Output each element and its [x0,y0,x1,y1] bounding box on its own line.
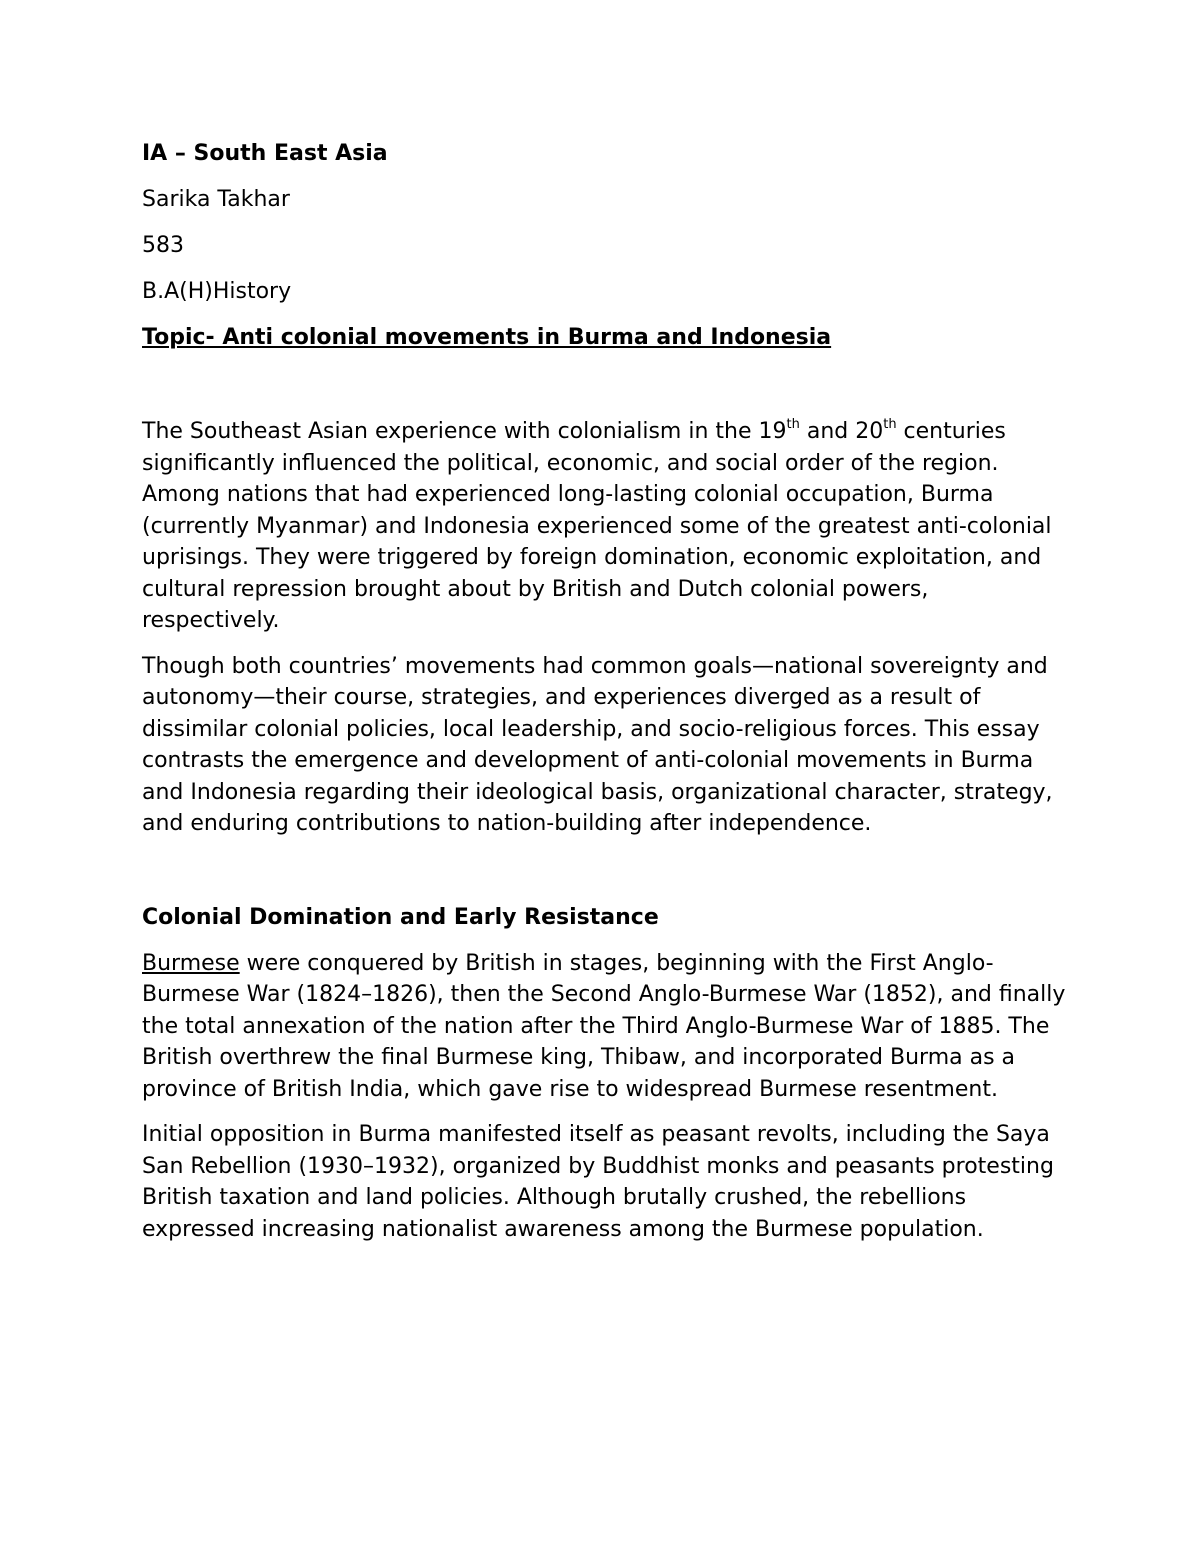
document-page [142,138,1072,1259]
section-paragraph-2: Initial opposition in Burma manifested itself as peasant revolts, including the Saya San Rebellion (1930–1932), organized by Buddhist monks and peasants protesting British taxation and land policies. Although brutally crushed, the rebellions expressed increasing nationalist awareness among the Burmese population. [142,1122,1054,1242]
author-name: Sarika Takhar [142,187,290,212]
section-heading: Colonial Domination and Early Resistance [142,904,659,930]
section-paragraph-1-text: were conquered by British in stages, beginning with the First Anglo-Burmese War (1824–1826), then the Second Anglo-Burmese War (1852), and finally the total annexation of the nation after the Third Anglo-Burmese War of 1885. The British overthrew the final Burmese king, Thibaw, and incorporated Burma as a province of British India, which gave rise to widespread Burmese resentment. [142,950,1066,1102]
section-paragraph-1 [142,948,1072,1106]
intro-paragraph-2: Though both countries’ movements had common goals—national sovereignty and autonomy—their course, strategies, and experiences diverged as a result of dissimilar colonial policies, local leadership, and socio-religious forces. This essay contrasts the emergence and development of anti-colonial movements in Burma and Indonesia regarding their ideological basis, organizational character, strategy, and enduring contributions to nation-building after independence. [142,653,1053,836]
intro-text-part-1: The Southeast Asian experience with colonialism in the 19 [142,419,787,444]
intro-text-part-2: and 20 [799,419,884,444]
superscript-th-1: th [786,416,800,432]
course-name: B.A(H)History [142,279,292,304]
topic-heading: Topic- Anti colonial movements in Burma and Indonesia [142,325,832,350]
superscript-th-2: th [883,416,897,432]
document-title: IA – South East Asia [142,141,388,166]
intro-text-part-3: centuries significantly influenced the political, economic, and social order of the region. Among nations that had experienced long-lasting colonial occupation, Burma (currently Myanmar) and Indonesia experienced some of the greatest anti-colonial uprisings. They were triggered by foreign domination, economic exploitation, and cultural repression brought about by British and Dutch colonial powers, respectively. [142,419,1052,633]
intro-paragraph-1 [142,416,1072,637]
underlined-word: Burmese [142,950,240,976]
roll-number: 583 [142,233,184,258]
